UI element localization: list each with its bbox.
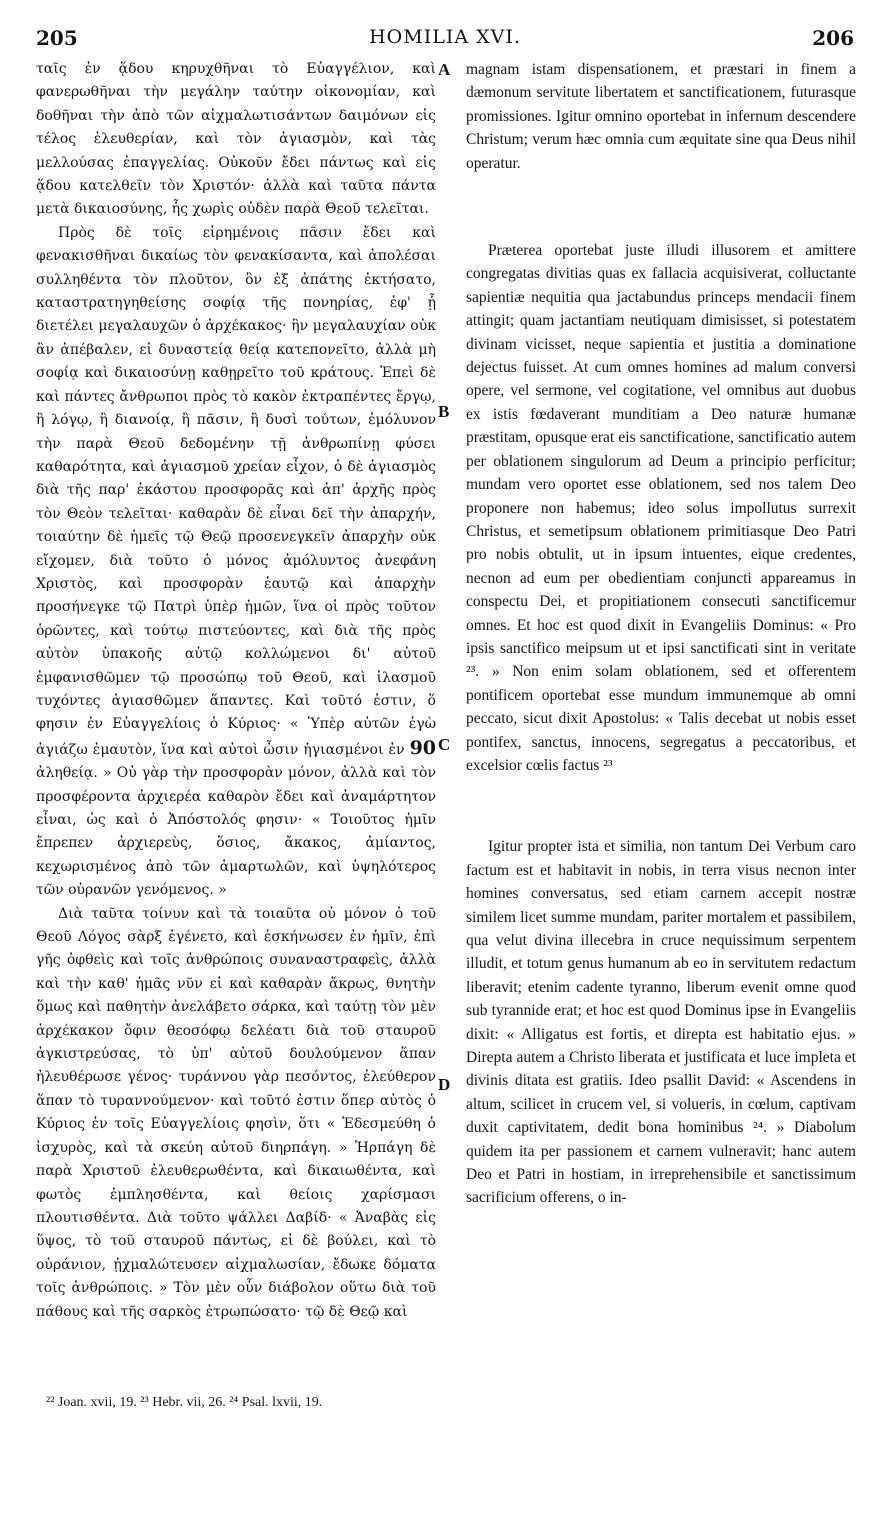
paragraph-gap: [466, 175, 856, 239]
greek-block-3: [36, 903, 436, 1324]
latin-block-3: [466, 835, 856, 1210]
greek-paragraph-3: Διὰ ταῦτα τοίνυν καὶ τὰ τοιαῦτα οὐ μόνον ὁ τοῦ Θεοῦ Λόγος σὰρξ ἐγένετο, καὶ ἐσκήνωσεν ἐν ἡμῖν, ἐπὶ γῆς ὀφθεὶς καὶ τοῖς ἀνθρώποις συναναστραφεὶς, ἀλλὰ καὶ τὴν καθ' ἡμᾶς νῦν εἰ καὶ καθαρὰν ἄκρως, θνητὴν ὅμως καὶ παθητὴν ἀνελάβετο σάρκα, καὶ ταύτῃ τὸν μὲν ἀρχέκακον ὄφιν θεοσόφῳ δελέατι διὰ τοῦ σταυροῦ ἀγκιστρεύσας, τὸ ὑπ' αὐτοῦ δουλούμενον ἅπαν ἠλευθέρωσε γένος· τυράννου γὰρ πεσόντος, ἐλεύθερον ἅπαν τὸ τυραννούμενον· καὶ τοῦτό ἐστιν ὅπερ αὐτὸς ὁ Κύριος ἐν τοῖς Εὐαγγελίοις φησὶν, ὅτι « Ἐδεσμεύθη ὁ ἰσχυρὸς, καὶ τὰ σκεύη αὐτοῦ διηρπάγη. » Ἡρπάγη δὲ παρὰ Χριστοῦ ἐλευθερωθέντα, καὶ δικαιωθέντα, καὶ φωτὸς ἐμπλησθέντα, καὶ θείοις χαρίσμασι πλουτισθέντα. Διὰ τοῦτο ψάλλει Δαβίδ· « Ἀναβὰς εἰς ὕψος, τὸ τοῦ σταυροῦ πάντως, εἰ δὲ βούλει, καὶ τὸ οὐράνιον, ᾐχμαλώτευσεν αἰχμαλωσίαν, ἔδωκε δόματα τοῖς ἀνθρώποις. » Τὸν μὲν οὖν διάβολον οὕτω διὰ τοῦ πάθους καὶ τῆς σαρκὸς ἐτρωπώσατο· τῷ δὲ Θεῷ καὶ: [36, 905, 436, 1320]
running-title: HOMILIA XVI.: [369, 26, 521, 48]
footnotes: ²² Joan. xvii, 19. ²³ Hebr. vii, 26. ²⁴ Psal. lxvii, 19.: [46, 1395, 323, 1410]
latin-column: [466, 58, 856, 1210]
greek-paragraph-1: ταῖς ἐν ᾅδου κηρυχθῆναι τὸ Εὐαγγέλιον, καὶ φανερωθῆναι τὴν μεγάλην ταύτην οἰκονομίαν, καὶ δοθῆναι τὴν ἀπὸ τῶν αἰχμαλωτισάντων δαιμόνων εἰς τέλος ἐλευθερίαν, καὶ τὸν ἁγιασμὸν, καὶ τὰς μελλούσας ἐπαγγελίας. Οὐκοῦν ἔδει πάντως καὶ εἰς ᾅδου κατελθεῖν τὸν Χριστόν· ἀλλὰ καὶ ταῦτα πάντα μετὰ δικαιοσύνης, ἧς χωρὶς οὐδὲν παρὰ Θεοῦ τελεῖται.: [36, 61, 436, 218]
margin-letter-b: B: [438, 402, 450, 421]
greek-block-2: [36, 222, 436, 903]
paragraph-gap: [466, 777, 856, 835]
margin-letter-a: A: [438, 60, 451, 79]
latin-paragraph-1: magnam istam dispensationem, et præstari in finem a dæmonum servitute libertatem et sanctificationem, futurasque promissiones. Igitur omnino oportebat in infernum descendere Christum; verum hæc omnia cum æquitate sine qua Deus nihil operatur.: [466, 61, 856, 172]
margin-letter-d: D: [438, 1075, 451, 1094]
latin-block-2: [466, 239, 856, 777]
margin-letter-c: C: [438, 735, 451, 754]
page-header: [36, 26, 854, 56]
latin-paragraph-2: Præterea oportebat juste illudi illusorem et amittere congregatas divitias quas ex fallacia acquisiverat, colluctante sapientiæ nequitia qua jactabundus princeps mendacii finem attingit; quam jactantiam neutiquam dimisisset, si potestatem divinam vicisset, neque sapientia et justitia a dominatione dejectus fuisset. At cum omnes homines ad malum conversi opere, vel sermone, vel cogitatione, vel omnibus aut duobus ex istis fœdaverant munditiam a Deo naturæ humanæ præstitam, opusque erat eis sanctificatione, sanctificatio autem per oblationem singulorum ad Deum a principio perficitur; mundam vero oportet esse oblationem, sed nos talem Deo proponere non habemus; ideo solus impollutus surrexit Christus, et semetipsum oblationem primitiasque Deo Patri pro nobis obtulit, ut in ipsum intuentes, eique credentes, necnon ad eum per obedientiam conjuncti appareamus in conspectu Dei, et propitiationem consecuti sanctificemur omnes. Et hoc est quod dixit in Evangeliis Dominus: « Pro ipsis sanctifico meipsum ut et ipsi sanctificati sint in veritate ²³. » Non enim solam oblationem, sed et offerentem pontificem oportebat esse mundum immunemque ab omni peccato, sicut dixit Apostolus: « Talis decebat ut nobis esset pontifex, sanctus, innocens, segregatus a peccatoribus, et excelsior cœlis factus ²³: [466, 242, 856, 774]
greek-column: [36, 58, 436, 1324]
folio-number: 90: [409, 736, 437, 759]
greek-paragraph-2b: ἀληθείᾳ. » Οὐ γὰρ τὴν προσφορὰν μόνον, ἀλλὰ καὶ τὸν προσφέροντα ἀρχιερέα καθαρὸν ἔδει καὶ ἀναμάρτητον εἶναι, ὡς καὶ ὁ Ἀπόστολός φησιν· « Τοιοῦτος ἡμῖν ἔπρεπεν ἀρχιερεὺς, ὅσιος, ἄκακος, ἀμίαντος, κεχωρισμένος ἀπὸ τῶν ἁμαρτωλῶν, καὶ ὑψηλότερος τῶν οὐρανῶν γενόμενος. »: [36, 765, 436, 899]
page-number-left: 205: [36, 26, 78, 50]
greek-block-1: [36, 58, 436, 222]
page-number-right: 206: [812, 26, 854, 50]
greek-paragraph-2: [36, 222, 436, 903]
latin-block-1: [466, 58, 856, 175]
greek-paragraph-2a: Πρὸς δὲ τοῖς εἰρημένοις πᾶσιν ἔδει καὶ φενακισθῆναι δικαίως τὸν φενακίσαντα, καὶ ἀπολέσαι συλληθέντα τὸν πλοῦτον, ὃν ἐξ ἀπάτης ἐκτήσατο, καταστρατηγηθείσης σοφίᾳ τῆς πονηρίας, ἐφ' ᾗ διετέλει μεγαλαυχῶν ὁ ἀρχέκακος· ἣν μεγαλαυχίαν οὐκ ἂν ἀπέβαλεν, εἰ δυναστείᾳ θείᾳ κατεπονεῖτο, ἀλλὰ μὴ σοφίᾳ καὶ δικαιοσύνῃ καθῃρεῖτο τοῦ κράτους. Ἐπεὶ δὲ καὶ πάντες ἄνθρωποι πρὸς τὸ κακὸν ἐκτραπέντες ἔργῳ, ἢ λόγῳ, ἢ διανοίᾳ, ἢ πᾶσιν, ἢ δυσὶ τούτων, ἐμόλυνον τὴν παρὰ Θεοῦ δεδομένην τῇ ἀνθρωπίνῃ φύσει καθαρότητα, καὶ ἁγιασμοῦ χρείαν εἶχον, ὁ δὲ ἁγιασμὸς διὰ τῆς παρ' ἑκάστου προσφορᾶς καὶ ἀπ' ἀρχῆς πρὸς τὸν Θεὸν τελεῖται· καθαρὰν δὲ εἶναι δεῖ τὴν ἀπαρχήν, τοιαύτην δὲ ἡμεῖς τῷ Θεῷ προσενεγκεῖν ἀπαρχὴν οὐκ εἴχομεν, διὰ τοῦτο ὁ μόνος ἀμόλυντος ἀνεφάνη Χριστὸς, καὶ προσφορὰν ἑαυτῷ καὶ ἀπαρχὴν προσήνεγκε τῷ Πατρὶ ὑπὲρ ἡμῶν, ἵνα οἱ πρὸς τοῦτον ὁρῶντες, καὶ τούτῳ πιστεύοντες, καὶ διὰ τῆς πρὸς αὐτὸν ὑπακοῆς αὐτῷ κολλώμενοι δι' αὐτοῦ ἐμφανισθῶμεν τῷ προσώπῳ τοῦ Θεοῦ, καὶ ἱλασμοῦ τυχόντες ἁγιασθῶμεν ἅπαντες. Καὶ τοῦτό ἐστιν, ὅ φησιν ἐν Εὐαγγελίοις ὁ Κύριος· « Ὑπὲρ αὐτῶν ἐγὼ ἁγιάζω ἐμαυτὸν, ἵνα καὶ αὐτοὶ ὦσιν ἡγιασμένοι ἐν: [36, 224, 436, 758]
latin-paragraph-3: Igitur propter ista et similia, non tantum Dei Verbum caro factum est et habitavit in nobis, in terra visus necnon inter homines conversatus, sed etiam carnem accepit nostræ similem licet summe mundam, pariter mortalem et passibilem, qua velut divina illecebra in cruce nequissimum serpentem illudit, et totum genus humanum ab eo in servitutem redactum liberavit; etenim cadente tyranno, liberum evenit omne quod sub tyrannide erat; et hoc est quod Dominus ipse in Evangeliis dixit: « Alligatus est fortis, et direpta est habitatio ejus. » Direpta autem a Christo liberata et justificata et luce impleta et divinis ditata est gratiis. Ideo psallit David: « Ascendens in altum, scilicet in crucem vel, si volueris, in cœlum, captivam duxit captivitatem, dedit bona hominibus ²⁴. » Diabolum quidem ita per passionem et carnem vulneravit; hanc autem Deo et Patri in hostiam, in irreprehensibile et sanctissimum sacrificium offerens, o in-: [466, 838, 856, 1207]
